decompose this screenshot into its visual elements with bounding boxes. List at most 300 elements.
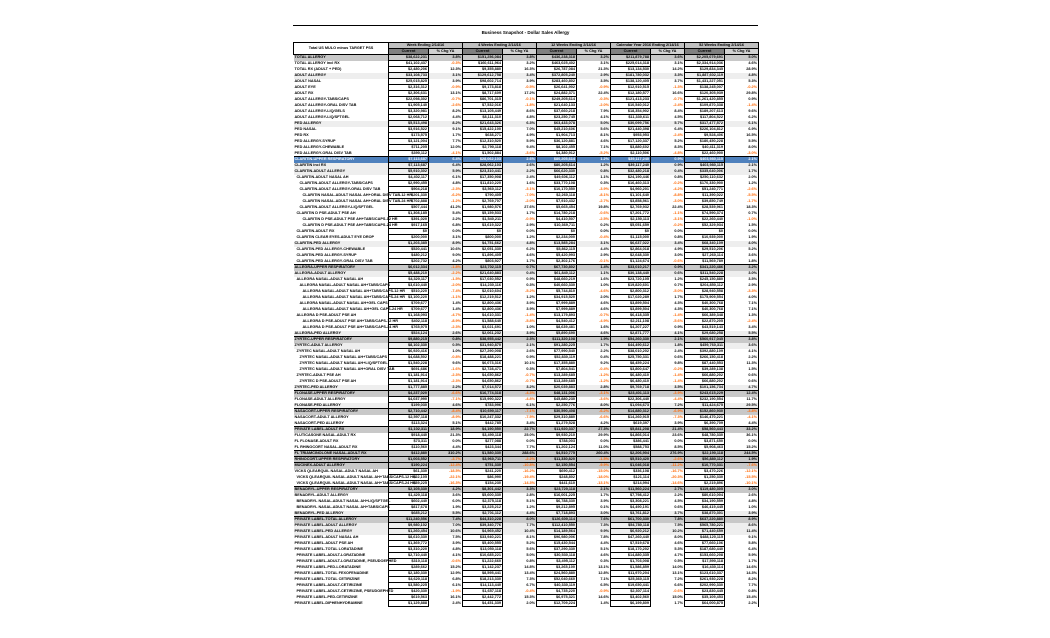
current-value: $19,650,441 [611,583,651,589]
pct-change-value: 2.0% [503,601,537,607]
pct-change-value: 15.3% [503,595,537,601]
current-value: $3,310,220 [389,547,429,553]
current-value: $13,289,685 [537,379,577,385]
current-value: $1,703,008 [611,559,651,565]
current-value: $2,307,114 [611,589,651,595]
current-value: $1,115,000 [611,235,651,241]
pct-change-value: 1.9% [725,457,759,463]
current-value: $17,590,118 [685,559,725,565]
pct-change-value: 0.9% [651,163,685,169]
pct-change-value: 2.4% [429,601,463,607]
current-value: $200,000 [389,235,429,241]
current-value: $8,610,330 [389,535,429,541]
pct-change-value: 1.6% [577,277,611,283]
current-value: $2,010,604 [463,289,503,295]
pct-change-value: 4.2% [429,259,463,265]
row-label: BENADRYL-PED ALLERGY [294,511,389,517]
current-value: $111,320,108 [537,337,577,343]
row-label: PRIVATE LABEL-DIPHENHYDRAMINE [294,601,389,607]
col-pct-chg: % Chg YA [725,49,759,55]
pct-change-value: -2.6% [429,103,463,109]
pct-change-value: 7.8% [577,535,611,541]
current-value: $5,841,208 [611,427,651,433]
current-value: $1,431,227,051 [685,79,725,85]
current-value: $66,880,202 [685,379,725,385]
current-value: $7,999,889 [537,307,577,313]
pct-change-value: 5.3% [651,547,685,553]
pct-change-value: 4.8% [429,547,463,553]
row-label: PRIVATE LABEL-ADULT ALLERGY [294,523,389,529]
current-value: $27,260,114 [685,253,725,259]
current-value: $24,560,880 [537,571,577,577]
current-value: $22,260,440 [685,217,725,223]
pct-change-value: 6.0% [429,499,463,505]
current-value: $1,046,018 [611,463,651,469]
current-value: $4,237,020 [389,391,429,397]
current-value: $24,882,371 [537,91,577,97]
current-value: $29,680,258 [685,331,725,337]
current-value: $5,510,420 [611,457,651,463]
pct-change-value: -0.9% [577,85,611,91]
pct-change-value: 3.9% [503,79,537,85]
row-label: CLARITIN-ADULT ALLERGY-ORAL DISV TAB [294,187,389,193]
current-value: $4,866,014 [611,433,651,439]
current-value: $0 [611,229,651,235]
current-value: $40,300,768 [685,307,725,313]
pct-change-value: 5.2% [503,541,537,547]
current-value: $3,495,112 [537,559,577,565]
pct-change-value: 3.3% [503,487,537,493]
current-value: $16,774,318 [463,391,503,397]
current-value: $13,289,685 [537,373,577,379]
current-value: $63,433,078 [537,121,577,127]
pct-change-value: 3.9% [577,499,611,505]
current-value: $2,068,712 [389,115,429,121]
current-value: $23,830,445 [685,589,725,595]
pct-change-value: 8.5% [651,445,685,451]
current-value: $11,560,224 [611,487,651,493]
pct-change-value: 8.9% [725,517,759,523]
pct-change-value: 7.9% [577,109,611,115]
current-value: $1,540,211 [463,217,503,223]
current-value: $11,569,789 [685,259,725,265]
current-value: $619,397 [611,421,651,427]
pct-change-value: -7.1% [429,397,463,403]
current-value: $588,753 [611,445,651,451]
pct-change-value: 7.5% [651,523,685,529]
pct-change-value: 3.8% [503,55,537,61]
current-value: $33,940,221 [463,535,503,541]
current-value: $565,780,221 [685,523,725,529]
pct-change-value: -2.4% [725,319,759,325]
current-value: $22,460,900 [685,151,725,157]
current-value: $3,121,004 [389,139,429,145]
current-value: $14,260,915 [611,415,651,421]
pct-change-value: -2.2% [503,457,537,463]
current-value: $67,730,802 [537,265,577,271]
pct-change-value: 0.9% [651,157,685,163]
current-value: $12,180,577 [611,91,651,97]
pct-change-value: -3.6% [577,397,611,403]
pct-change-value: -1.8% [429,265,463,271]
market-label: Total US MULO minus TARGET PSS [294,43,389,55]
pct-change-value: 12.9% [429,571,463,577]
pct-change-value: 10.4% [503,529,537,535]
current-value: $4,490,191 [611,505,651,511]
current-value: $226,104,812 [685,127,725,133]
pct-change-value: 2.2% [651,493,685,499]
row-label: ZYRTEC-ADULT ALLERGY [294,343,389,349]
current-value: $3,619,322 [463,223,503,229]
pct-change-value: 2.2% [503,169,537,175]
current-value: $33,770,108 [537,181,577,187]
current-value: $2,206,904 [611,451,651,457]
pct-change-value: 2.1% [503,343,537,349]
current-value: $480,212 [389,253,429,259]
current-value: $121,114 [611,475,651,481]
pct-change-value: -1.3% [651,85,685,91]
row-label: CLARITIN D PSE-ADULT PSE AH [294,211,389,217]
current-value: $638,271 [463,133,503,139]
pct-change-value: 3.8% [429,55,463,61]
pct-change-value: 13.1% [429,91,463,97]
pct-change-value: 2.1% [725,163,759,169]
pct-change-value: 1.2% [577,163,611,169]
current-value: $7,804,541 [537,367,577,373]
pct-change-value: 0.0% [577,229,611,235]
current-value: $2,864,018 [611,247,651,253]
current-value: $2,800,436 [463,307,503,313]
pct-change-value: -7.3% [651,415,685,421]
current-value: $2,234,000 [537,235,577,241]
current-value: $6,920,416 [389,349,429,355]
current-value: $18,488,221 [463,355,503,361]
pct-change-value: 244.5% [725,451,759,457]
current-value: $3,021,691 [463,325,503,331]
current-value: $39,117,240 [611,163,651,169]
pct-change-value: 2.6% [503,163,537,169]
current-value: $3,100,220 [389,295,429,301]
current-value: $751,330 [463,463,503,469]
current-value: $9,173,818 [463,85,503,91]
current-value: $6,199,809 [611,601,651,607]
current-value: $52,830,119 [537,355,577,361]
current-value: $277,088 [463,439,503,445]
current-value: $86,990 [463,475,503,481]
pct-change-value: 1.7% [651,601,685,607]
row-label: ALLEGRA NASAL-ADULT NASAL AH+TABS/CAPS-12 HR [294,289,389,295]
current-value: $14,113,440 [463,583,503,589]
row-label: NASACORT-PED ALLERGY [294,421,389,427]
current-value: $4,402,117 [389,175,429,181]
pct-change-value: -3.3% [725,289,759,295]
pct-change-value: 4.5% [651,499,685,505]
pct-change-value: 3.9% [725,511,759,517]
pct-change-value: -3.8% [725,409,759,415]
current-value: $225,014,318 [611,61,651,67]
row-label: RHINOCORT-UPPER RESPIRATORY [294,457,389,463]
pct-change-value: -9.9% [577,463,611,469]
row-label: PRIVATE LABEL-TOTAL ALLERGY [294,517,389,523]
current-value: $510,220 [389,289,429,295]
pct-change-value: 21.4% [651,427,685,433]
current-value: $6,920,212 [611,529,651,535]
pct-change-value: 8.0% [577,403,611,409]
pct-change-value: 8.6% [503,109,537,115]
current-value: $36,120,881 [537,139,577,145]
pct-change-value: -2.4% [651,103,685,109]
pct-change-value: -4.8% [503,397,537,403]
pct-change-value: 6.6% [651,583,685,589]
current-value: $4,540,412 [537,319,577,325]
current-value: $4,190,550 [463,427,503,433]
pct-change-value: 7.7% [725,583,759,589]
pct-change-value: 4.7% [725,385,759,391]
pct-change-value: -1.4% [651,313,685,319]
report-title: Business Snapshot - Dollar Sales Allergy [481,30,570,35]
current-value: $6,975,321 [537,595,577,601]
pct-change-value: 11.4% [725,529,759,535]
current-value: $249,205,614 [537,97,577,103]
current-value: $86,701,315 [463,97,503,103]
pct-change-value: 0.7% [651,283,685,289]
current-value: $80,205,614 [537,157,577,163]
current-value: $390,112 [389,151,429,157]
pct-change-value: 1.2% [503,505,537,511]
pct-change-value: 1.7% [725,169,759,175]
pct-change-value: 1.7% [577,343,611,349]
pct-change-value: 14.6% [725,565,759,571]
current-value: $61,840,112 [537,271,577,277]
current-value: $33,010,217 [611,265,651,271]
pct-change-value: 4.6% [725,61,759,67]
current-value: $10,247,332 [463,415,503,421]
pct-change-value: 4.1% [577,115,611,121]
pct-change-value: 11.0% [577,445,611,451]
current-value: $110,560 [389,445,429,451]
pct-change-value: 1.7% [503,211,537,217]
pct-change-value: 4.9% [503,133,537,139]
current-value: $0 [537,229,577,235]
row-label: ADULT ALLERGY-LIQ/SFTGEL [294,115,389,121]
pct-change-value: 1.6% [577,325,611,331]
current-value: $34,915,520 [537,295,577,301]
current-value: $335,640,006 [685,169,725,175]
current-value: $17,030,552 [463,277,503,283]
pct-change-value: 2.7% [651,487,685,493]
row-label: ZYRTEC D PSE-ADULT PSE AH [294,379,389,385]
pct-change-value: -12.1% [725,469,759,475]
pct-change-value: -0.1% [503,97,537,103]
pct-change-value: 3.6% [725,253,759,259]
current-value: $10,369,711 [537,223,577,229]
current-value: $129,834,345 [685,67,725,73]
row-label: BENADRYL-ADULT ALLERGY [294,493,389,499]
pct-change-value: -2.3% [429,379,463,385]
current-value: $151,256,084 [463,55,503,61]
pct-change-value: 5.8% [725,541,759,547]
pct-change-value: 3.3% [651,73,685,79]
pct-change-value: -4.7% [429,313,463,319]
current-value: $11,424,675 [685,403,725,409]
current-value: $39,289,138 [685,367,725,373]
pct-change-value: 3.4% [503,73,537,79]
pct-change-value: 21.3% [429,433,463,439]
current-value: $9,212,895 [537,505,577,511]
table-body [294,55,759,607]
current-value: $2,375,118 [463,499,503,505]
pct-change-value: 4.4% [577,247,611,253]
pct-change-value: 0.2% [577,223,611,229]
pct-change-value: 41.2% [429,205,463,211]
pct-change-value: 3.1% [429,73,463,79]
current-value: $391,020 [389,217,429,223]
current-value: $31,940,870 [463,343,503,349]
pct-change-value: 3.2% [503,61,537,67]
pct-change-value: 2.3% [503,337,537,343]
current-value: $1,896,405 [463,253,503,259]
pct-change-value: 29.5% [725,403,759,409]
col-pct-chg: % Chg YA [577,49,611,55]
pct-change-value: 7.7% [429,139,463,145]
pct-change-value: -1.7% [725,199,759,205]
pct-change-value: -20.3% [651,475,685,481]
current-value: $904,218 [389,187,429,193]
current-value: $7,201,772 [611,211,651,217]
current-value: $2,260,118 [537,193,577,199]
current-value: $14,189,564 [537,529,577,535]
current-value: $23,401,113 [611,391,651,397]
pct-change-value: -4.2% [651,187,685,193]
pct-change-value: 3.6% [651,55,685,61]
pct-change-value: 3.2% [577,55,611,61]
current-value: $109,870,338 [685,103,725,109]
current-value: $488,120,115 [685,535,725,541]
pct-change-value: 0.9% [503,355,537,361]
current-value: $4,610,331 [463,313,503,319]
pct-change-value: 1.4% [577,601,611,607]
current-value: $28,062,103 [463,163,503,169]
current-value: $3,858,561 [611,199,651,205]
pct-change-value: 22.4% [577,91,611,97]
pct-change-value: 16.3% [503,67,537,73]
pct-change-value: -5.8% [503,319,537,325]
pct-change-value: 1.7% [577,493,611,499]
pct-change-value: 8.9% [429,241,463,247]
pct-change-value: 13.1% [577,565,611,571]
row-label: ALLEGRA D PSE-ADULT PSE AH+TABS/CAPS-24 HR [294,325,389,331]
pct-change-value: 1.7% [503,259,537,265]
pct-change-value: 15.4% [725,595,759,601]
pct-change-value: 8.2% [429,109,463,115]
pct-change-value: 1.2% [651,277,685,283]
pct-change-value: 6.4% [651,127,685,133]
pct-change-value: -0.2% [725,85,759,91]
pct-change-value: 4.5% [651,115,685,121]
pct-change-value: 8.4% [651,109,685,115]
pct-change-value: 3.1% [429,235,463,241]
current-value: $204,850,112 [685,283,725,289]
pct-change-value: 0.6% [651,355,685,361]
pct-change-value: 2.6% [503,157,537,163]
pct-change-value: 10.2% [651,529,685,535]
current-value: $66,389,348 [685,313,725,319]
pct-change-value: 11.3% [725,361,759,367]
pct-change-value: 4.6% [429,403,463,409]
pct-change-value: 1.5% [725,367,759,373]
current-value: $40,660,330 [537,283,577,289]
current-value: $2,648,330 [611,253,651,259]
current-value: $5,513,498 [389,121,429,127]
row-label: ALLEGRA NASAL-ADULT NASAL AH+GEL CAPS-24 HR [294,307,389,313]
row-label: ALLEGRA NASAL-ADULT NASAL AH+GEL CAPS [294,301,389,307]
pct-change-value: -0.7% [503,373,537,379]
current-value: $18,213,330 [463,577,503,583]
current-value: $23,250,745 [537,115,577,121]
pct-change-value: 3.6% [429,493,463,499]
pct-change-value: 1.7% [725,559,759,565]
row-label: BENADRYL NASAL-ADULT NASAL AH+LIQ/SFTGEL [294,499,389,505]
pct-change-value: -3.6% [503,151,537,157]
current-value: $5,665,454 [537,205,577,211]
pct-change-value: -10.8% [503,463,537,469]
pct-change-value: 0.7% [725,211,759,217]
pct-change-value: 0.0% [725,439,759,445]
current-value: $7,519,678 [611,541,651,547]
row-label: FL TRIAMCINOLONE NASAL-ADULT RX [294,451,389,457]
current-value: $54,260,330 [611,337,651,343]
pct-change-value: 1.4% [429,307,463,313]
current-value: $6,073,316 [463,361,503,367]
current-value: $13,105,449 [463,109,503,115]
current-value: $34,190,559 [685,499,725,505]
pct-change-value: 5.1% [429,421,463,427]
pct-change-value: -2.4% [651,133,685,139]
current-value: $619,563 [389,595,429,601]
current-value: $138,245,007 [685,85,725,91]
current-value: $66,880,202 [685,373,725,379]
current-value: $1,094,673 [611,403,651,409]
pct-change-value: 23.6% [651,433,685,439]
pct-change-value: 3.6% [725,343,759,349]
current-value: $8,459,224 [611,361,651,367]
pct-change-value: -2.6% [725,187,759,193]
pct-change-value: 18.9% [429,427,463,433]
current-value: $4,320,117 [389,277,429,283]
current-value: $2,769,707 [463,199,503,205]
current-value: $1,980,576 [463,205,503,211]
current-value: $121,413,233 [611,97,651,103]
pct-change-value: -4.1% [429,151,463,157]
pct-change-value: 12.8% [577,571,611,577]
current-value: $12,709,224 [537,601,577,607]
current-value: $24,190,446 [611,175,651,181]
pct-change-value: 1.0% [503,325,537,331]
current-value: $8,111,310 [463,115,503,121]
pct-change-value: -3.9% [577,187,611,193]
current-value: $3,470,226 [685,469,725,475]
row-label: TOTAL ALLERGY [294,55,389,61]
pct-change-value: 0.9% [651,265,685,271]
pct-change-value: 4.4% [577,541,611,547]
pct-change-value: 276.9% [651,451,685,457]
current-value: $61,700,330 [611,517,651,523]
current-value: $18,354,902 [611,109,651,115]
current-value: $4,960,201 [611,187,651,193]
current-value: $120,305,939 [685,91,725,97]
current-value: $1,369,772 [389,541,429,547]
current-value: $11,810,220 [463,181,503,187]
